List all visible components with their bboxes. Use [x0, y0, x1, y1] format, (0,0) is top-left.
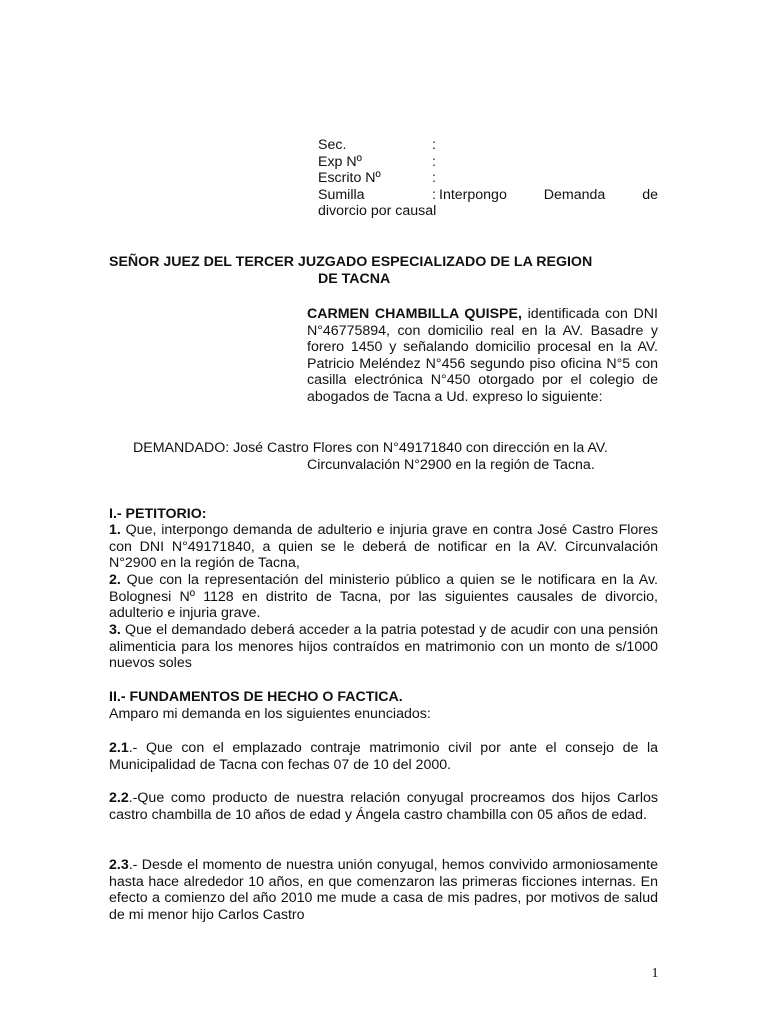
petitorio-item-1 [109, 522, 658, 572]
defendant-line1: DEMANDADO: José Castro Flores con N°49171840 con dirección en la AV. [133, 440, 608, 456]
fundamento-2-3-text: .- Desde el momento de nuestra unión conyugal, hemos convivido armoniosamente hasta hace alrededor 10 años, en que comenzaron las primeras ficciones internas. En efecto a comienzo del año 2010 me mude a casa de mis padres, por motivos de salud de mi menor hijo Carlos Castro [109, 857, 658, 923]
sumilla-value-line1: Interpongo Demanda de [439, 186, 658, 203]
plaintiff-details: identificada con DNI N°46775894, con domicilio real en la AV. Basadre y forero 1450 y señalando domicilio procesal en la AV. Patricio Meléndez N°456 segundo piso oficina N°5 con casilla electrónica N°450 otorgado por el colegio de abogados de Tacna a Ud. expreso lo siguiente: [307, 306, 658, 405]
sumilla-value-line2: divorcio por causal [318, 203, 437, 219]
plaintiff-paragraph [307, 306, 658, 405]
petitorio-item-3-num: 3. [109, 622, 121, 638]
fundamentos-heading-text: II.- FUNDAMENTOS DE HECHO O FACTICA. [109, 689, 403, 705]
sumilla-value-line2-row [318, 203, 658, 220]
defendant-line2: Circunvalación N°2900 en la región de Tacna. [307, 456, 595, 473]
page-number: 1 [651, 966, 659, 981]
fundamento-2-2 [109, 790, 658, 823]
petitorio-heading-text: I.- PETITORIO: [109, 506, 207, 522]
sumilla-colon: : [432, 186, 436, 203]
sumilla-label: Sumilla [318, 186, 365, 203]
petitorio-item-2-num: 2. [109, 572, 121, 588]
court-addressee [109, 254, 669, 287]
exp-row [318, 154, 658, 171]
petitorio-item-2 [109, 572, 658, 622]
petitorio-item-2-text: Que con la representación del ministerio público a quien se le notificara en la Av. Bolognesi Nº 1128 en distrito de Tacna, por las siguientes causales de divorcio, adulterio e injuria grave. [109, 572, 658, 621]
petitorio-heading [109, 506, 658, 523]
petitorio-item-3-text: Que el demandado deberá acceder a la patria potestad y de acudir con una pensión alimenticia para los menores hijos contraídos en matrimonio con un monto de s/1000 nuevos soles [109, 622, 658, 671]
fundamento-2-3-num: 2.3 [109, 857, 129, 873]
sec-label: Sec. [318, 137, 347, 153]
fundamento-2-1-text: .- Que con el emplazado contraje matrimonio civil por ante el consejo de la Municipalidad de Tacna con fechas 07 de 10 del 2000. [109, 740, 658, 773]
exp-colon: : [432, 153, 436, 170]
fundamentos-heading [109, 689, 658, 706]
court-addressee-line1: SEÑOR JUEZ DEL TERCER JUZGADO ESPECIALIZADO DE LA REGION [109, 254, 593, 270]
sec-row [318, 137, 658, 154]
fundamentos-intro: Amparo mi demanda en los siguientes enunciados: [109, 706, 431, 722]
petitorio-item-1-text: Que, interpongo demanda de adulterio e injuria grave en contra José Castro Flores con DNI N°49171840, a quien se le deberá de notificar en la AV. Circunvalación N°2900 en la región de Tacna, [109, 522, 658, 571]
escrito-label: Escrito Nº [318, 170, 381, 186]
fundamento-2-2-text: .-Que como producto de nuestra relación conyugal procreamos dos hijos Carlos castro chambilla de 10 años de edad y Ángela castro chambilla con 05 años de edad. [109, 790, 658, 823]
fundamento-2-3 [109, 857, 658, 923]
defendant-paragraph [133, 440, 663, 473]
fundamento-2-1 [109, 740, 658, 773]
sumilla-row [318, 187, 658, 204]
case-header [318, 137, 658, 220]
plaintiff-name: CARMEN CHAMBILLA QUISPE, [307, 306, 522, 322]
fundamento-2-2-num: 2.2 [109, 790, 129, 806]
fundamento-2-1-num: 2.1 [109, 740, 129, 756]
petitorio-item-3 [109, 622, 658, 672]
escrito-row [318, 170, 658, 187]
sec-colon: : [432, 137, 436, 153]
exp-label: Exp Nº [318, 153, 362, 170]
petitorio-item-1-num: 1. [109, 522, 121, 538]
court-addressee-line2: DE TACNA [318, 270, 391, 287]
escrito-colon: : [432, 170, 436, 186]
